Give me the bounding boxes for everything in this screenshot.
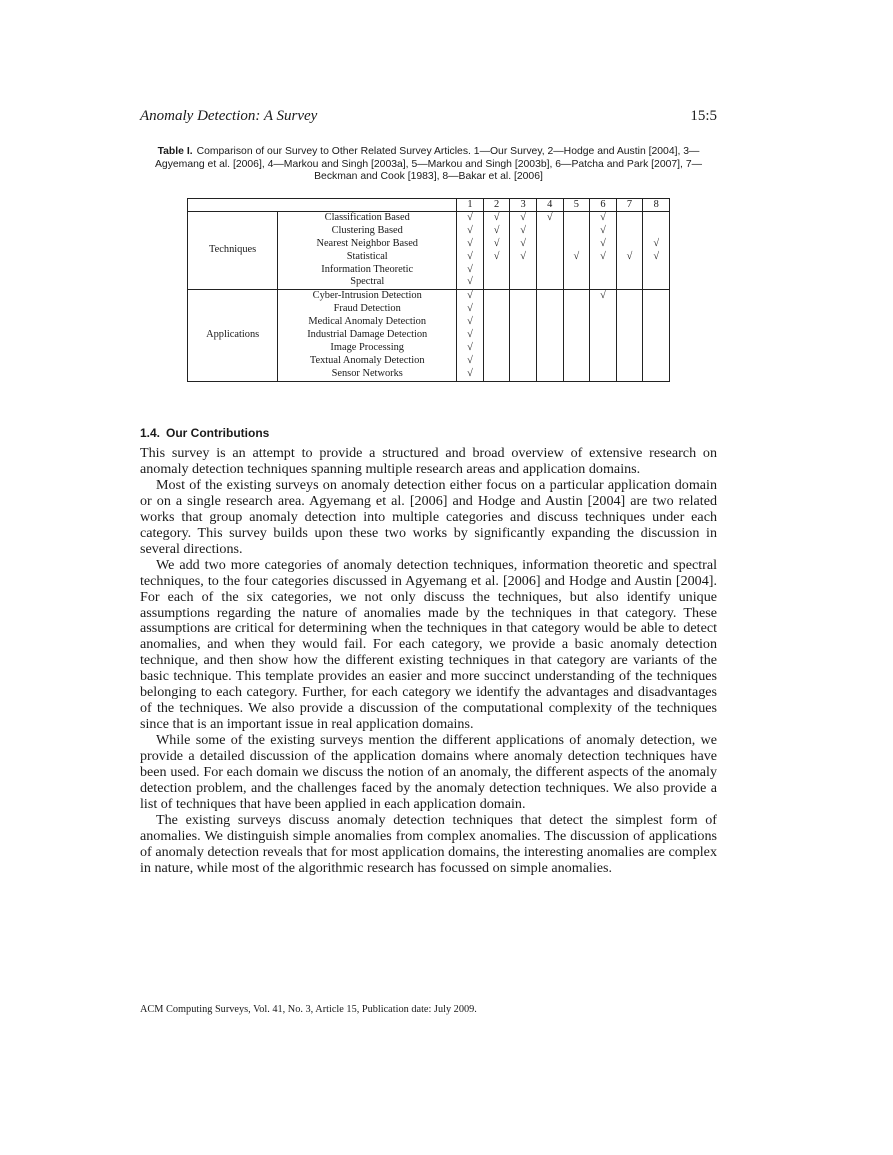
empty-cell xyxy=(484,329,510,342)
check-mark: √ xyxy=(493,224,500,236)
empty-cell xyxy=(643,276,669,289)
empty-cell xyxy=(537,342,563,355)
empty-cell xyxy=(643,290,669,303)
empty-cell xyxy=(537,355,563,368)
empty-cell xyxy=(484,316,510,329)
empty-cell xyxy=(643,316,669,329)
empty-cell xyxy=(564,276,590,289)
running-head xyxy=(140,108,717,128)
check-mark: √ xyxy=(467,354,473,366)
empty-cell xyxy=(590,303,616,316)
table-group-row xyxy=(188,290,670,381)
table-group-row xyxy=(188,212,670,290)
empty-cell xyxy=(617,238,643,251)
table-check-column xyxy=(643,290,670,381)
empty-cell xyxy=(564,329,590,342)
empty-cell xyxy=(537,264,563,277)
check-mark: √ xyxy=(467,237,473,249)
check-mark: √ xyxy=(467,367,473,379)
section-number: 1.4. xyxy=(140,426,161,440)
running-title: Anomaly Detection: A Survey xyxy=(140,108,318,124)
table-column-header: 4 xyxy=(536,199,563,212)
empty-cell xyxy=(484,355,510,368)
empty-cell xyxy=(537,225,563,238)
check-mark: √ xyxy=(467,276,473,288)
empty-cell xyxy=(617,329,643,342)
table-group-name: Applications xyxy=(188,290,278,381)
empty-cell xyxy=(537,238,563,251)
check-mark: √ xyxy=(520,237,526,249)
empty-cell xyxy=(484,276,510,289)
empty-cell xyxy=(617,368,643,381)
empty-cell xyxy=(564,342,590,355)
check-mark: √ xyxy=(600,224,606,236)
empty-cell xyxy=(590,329,616,342)
check-mark: √ xyxy=(493,250,500,262)
empty-cell xyxy=(643,264,669,277)
table-row-label: Statistical xyxy=(346,250,388,262)
empty-cell xyxy=(590,316,616,329)
empty-cell xyxy=(643,212,669,225)
paragraph: While some of the existing surveys mention the different applications of anomaly detection, we provide a detailed discussion of the application domains where anomaly detection techniques have been used. For each domain we discuss the notion of an anomaly, the different aspects of the anomaly detection problem, and the challenges faced by the anomaly detection techniques. We also provide a list of techniques that have been applied in each application domain. xyxy=(140,732,717,812)
check-mark: √ xyxy=(467,329,473,341)
empty-cell xyxy=(564,212,590,225)
empty-cell xyxy=(510,355,536,368)
check-mark: √ xyxy=(493,237,500,249)
check-mark: √ xyxy=(520,224,526,236)
table-row-label: Image Processing xyxy=(330,341,405,353)
check-mark: √ xyxy=(467,316,473,328)
body-text xyxy=(140,446,717,877)
empty-cell xyxy=(484,264,510,277)
empty-cell xyxy=(510,264,536,277)
empty-cell xyxy=(590,264,616,277)
empty-cell xyxy=(537,303,563,316)
table-check-column xyxy=(536,290,563,381)
empty-cell xyxy=(510,316,536,329)
section-heading xyxy=(140,426,269,440)
table-row-label: Medical Anomaly Detection xyxy=(308,316,427,328)
empty-cell xyxy=(510,303,536,316)
paragraph: The existing surveys discuss anomaly detection techniques that detect the simplest form of anomalies. We distinguish simple anomalies from complex anomalies. The discussion of applications of anomaly detection reveals that for most application domains, the interesting anomalies are complex in nature, while most of the algorithmic research has focussed on simple anomalies. xyxy=(140,811,717,876)
table-check-column xyxy=(457,290,484,381)
table-group-name: Techniques xyxy=(188,212,278,290)
table-check-column xyxy=(616,290,643,381)
table-row-label: Classification Based xyxy=(324,212,410,223)
table-row-labels xyxy=(278,212,457,290)
check-mark: √ xyxy=(467,263,473,275)
table-check-column xyxy=(643,212,670,290)
table-row-labels xyxy=(278,290,457,381)
table-column-header: 3 xyxy=(510,199,537,212)
table-caption-text: Comparison of our Survey to Other Related Survey Articles. 1—Our Survey, 2—Hodge and Austin [2004], 3—Agyemang et al. [2006], 4—Markou and Singh [2003a], 5—Markou and Singh [2003b], 6—Patcha and Park [2007], 7—Beckman and Cook [1983], 8—Bakar et al. [2006] xyxy=(154,146,702,183)
check-mark: √ xyxy=(467,290,473,302)
check-mark: √ xyxy=(520,250,526,262)
empty-cell xyxy=(617,355,643,368)
check-mark: √ xyxy=(467,303,473,315)
table-check-column xyxy=(483,212,510,290)
page-footer: ACM Computing Surveys, Vol. 41, No. 3, Article 15, Publication date: July 2009. xyxy=(140,1004,477,1015)
table-check-column xyxy=(590,212,617,290)
table-column-header: 2 xyxy=(483,199,510,212)
table-check-column xyxy=(563,290,590,381)
check-mark: √ xyxy=(467,224,473,236)
empty-cell xyxy=(643,342,669,355)
table-caption xyxy=(140,146,717,184)
page-number: 15:5 xyxy=(690,108,717,124)
empty-cell xyxy=(643,329,669,342)
check-mark: √ xyxy=(600,237,606,249)
table-column-header: 1 xyxy=(457,199,484,212)
table-check-column xyxy=(457,212,484,290)
table-column-header: 5 xyxy=(563,199,590,212)
empty-cell xyxy=(537,368,563,381)
empty-cell xyxy=(484,290,510,303)
empty-cell xyxy=(484,342,510,355)
check-mark: √ xyxy=(600,212,606,223)
table-row-label: Cyber-Intrusion Detection xyxy=(312,290,422,302)
table-row-label: Clustering Based xyxy=(331,224,403,236)
table-header-blank xyxy=(188,199,457,212)
check-mark: √ xyxy=(467,212,473,223)
empty-cell xyxy=(564,303,590,316)
table-label: Table I. xyxy=(157,146,193,157)
empty-cell xyxy=(643,368,669,381)
empty-cell xyxy=(510,342,536,355)
empty-cell xyxy=(617,303,643,316)
empty-cell xyxy=(564,238,590,251)
table-header-row xyxy=(188,199,670,212)
empty-cell xyxy=(643,303,669,316)
table-row-label: Industrial Damage Detection xyxy=(307,329,428,341)
empty-cell xyxy=(537,276,563,289)
table-row-label: Textual Anomaly Detection xyxy=(309,354,425,366)
check-mark: √ xyxy=(600,250,606,262)
empty-cell xyxy=(590,355,616,368)
empty-cell xyxy=(643,355,669,368)
table-check-column xyxy=(563,212,590,290)
table-check-column xyxy=(510,212,537,290)
empty-cell xyxy=(537,316,563,329)
check-mark: √ xyxy=(493,212,500,223)
paragraph: This survey is an attempt to provide a structured and broad overview of extensive research on anomaly detection techniques spanning multiple research areas and application domains. xyxy=(140,445,717,477)
table-column-header: 6 xyxy=(590,199,617,212)
empty-cell xyxy=(643,225,669,238)
comparison-table xyxy=(187,198,670,382)
empty-cell xyxy=(564,225,590,238)
table-check-column xyxy=(483,290,510,381)
section-title: Our Contributions xyxy=(166,426,270,440)
paragraph: We add two more categories of anomaly detection techniques, information theoretic and spectral techniques, to the four categories discussed in Agyemang et al. [2006] and Hodge and Austin [2004]. For each of the six categories, we not only discuss the techniques, but also identify unique assumptions regarding the nature of anomalies made by the techniques in that category. These assumptions are critical for determining when the techniques in that category would be able to detect anomalies, and when they would fail. For each category, we provide a basic anomaly detection technique, and then show how the different existing techniques in that category are variants of the basic technique. This template provides an easier and more succinct understanding of the techniques belonging to each category. Further, for each category we identify the advantages and disadvantages of the techniques. We also provide a discussion of the computational complexity of the techniques since that is an important issue in real application domains. xyxy=(140,556,717,733)
empty-cell xyxy=(617,212,643,225)
empty-cell xyxy=(564,290,590,303)
empty-cell xyxy=(590,342,616,355)
table-row-label: Information Theoretic xyxy=(321,263,414,275)
check-mark: √ xyxy=(546,212,553,223)
empty-cell xyxy=(537,251,563,264)
table-row-label: Sensor Networks xyxy=(331,367,403,379)
check-mark: √ xyxy=(467,341,473,353)
paragraph: Most of the existing surveys on anomaly detection either focus on a particular application domain or on a single research area. Agyemang et al. [2006] and Hodge and Austin [2004] are two related works that group anomaly detection into multiple categories and discuss techniques under each category. This survey builds upon these two works by significantly expanding the discussion in several directions. xyxy=(140,476,717,557)
empty-cell xyxy=(564,368,590,381)
empty-cell xyxy=(564,264,590,277)
empty-cell xyxy=(537,290,563,303)
table-row-label: Fraud Detection xyxy=(333,303,401,315)
check-mark: √ xyxy=(600,290,606,302)
check-mark: √ xyxy=(626,250,633,262)
check-mark: √ xyxy=(653,237,660,249)
table-check-column xyxy=(616,212,643,290)
table-row-label: Nearest Neighbor Based xyxy=(316,237,418,249)
table-column-header: 8 xyxy=(643,199,670,212)
empty-cell xyxy=(617,264,643,277)
empty-cell xyxy=(510,276,536,289)
table-check-column xyxy=(536,212,563,290)
table-column-header: 7 xyxy=(616,199,643,212)
empty-cell xyxy=(590,368,616,381)
check-mark: √ xyxy=(467,250,473,262)
check-mark: √ xyxy=(573,250,580,262)
empty-cell xyxy=(537,329,563,342)
empty-cell xyxy=(484,368,510,381)
table-row-label: Spectral xyxy=(350,276,385,288)
check-mark: √ xyxy=(653,250,660,262)
empty-cell xyxy=(617,225,643,238)
empty-cell xyxy=(564,316,590,329)
table-check-column xyxy=(590,290,617,381)
empty-cell xyxy=(510,368,536,381)
empty-cell xyxy=(510,329,536,342)
empty-cell xyxy=(617,342,643,355)
empty-cell xyxy=(564,355,590,368)
empty-cell xyxy=(617,316,643,329)
empty-cell xyxy=(510,290,536,303)
table-check-column xyxy=(510,290,537,381)
check-mark: √ xyxy=(520,212,526,223)
empty-cell xyxy=(617,290,643,303)
empty-cell xyxy=(590,276,616,289)
empty-cell xyxy=(617,276,643,289)
empty-cell xyxy=(484,303,510,316)
